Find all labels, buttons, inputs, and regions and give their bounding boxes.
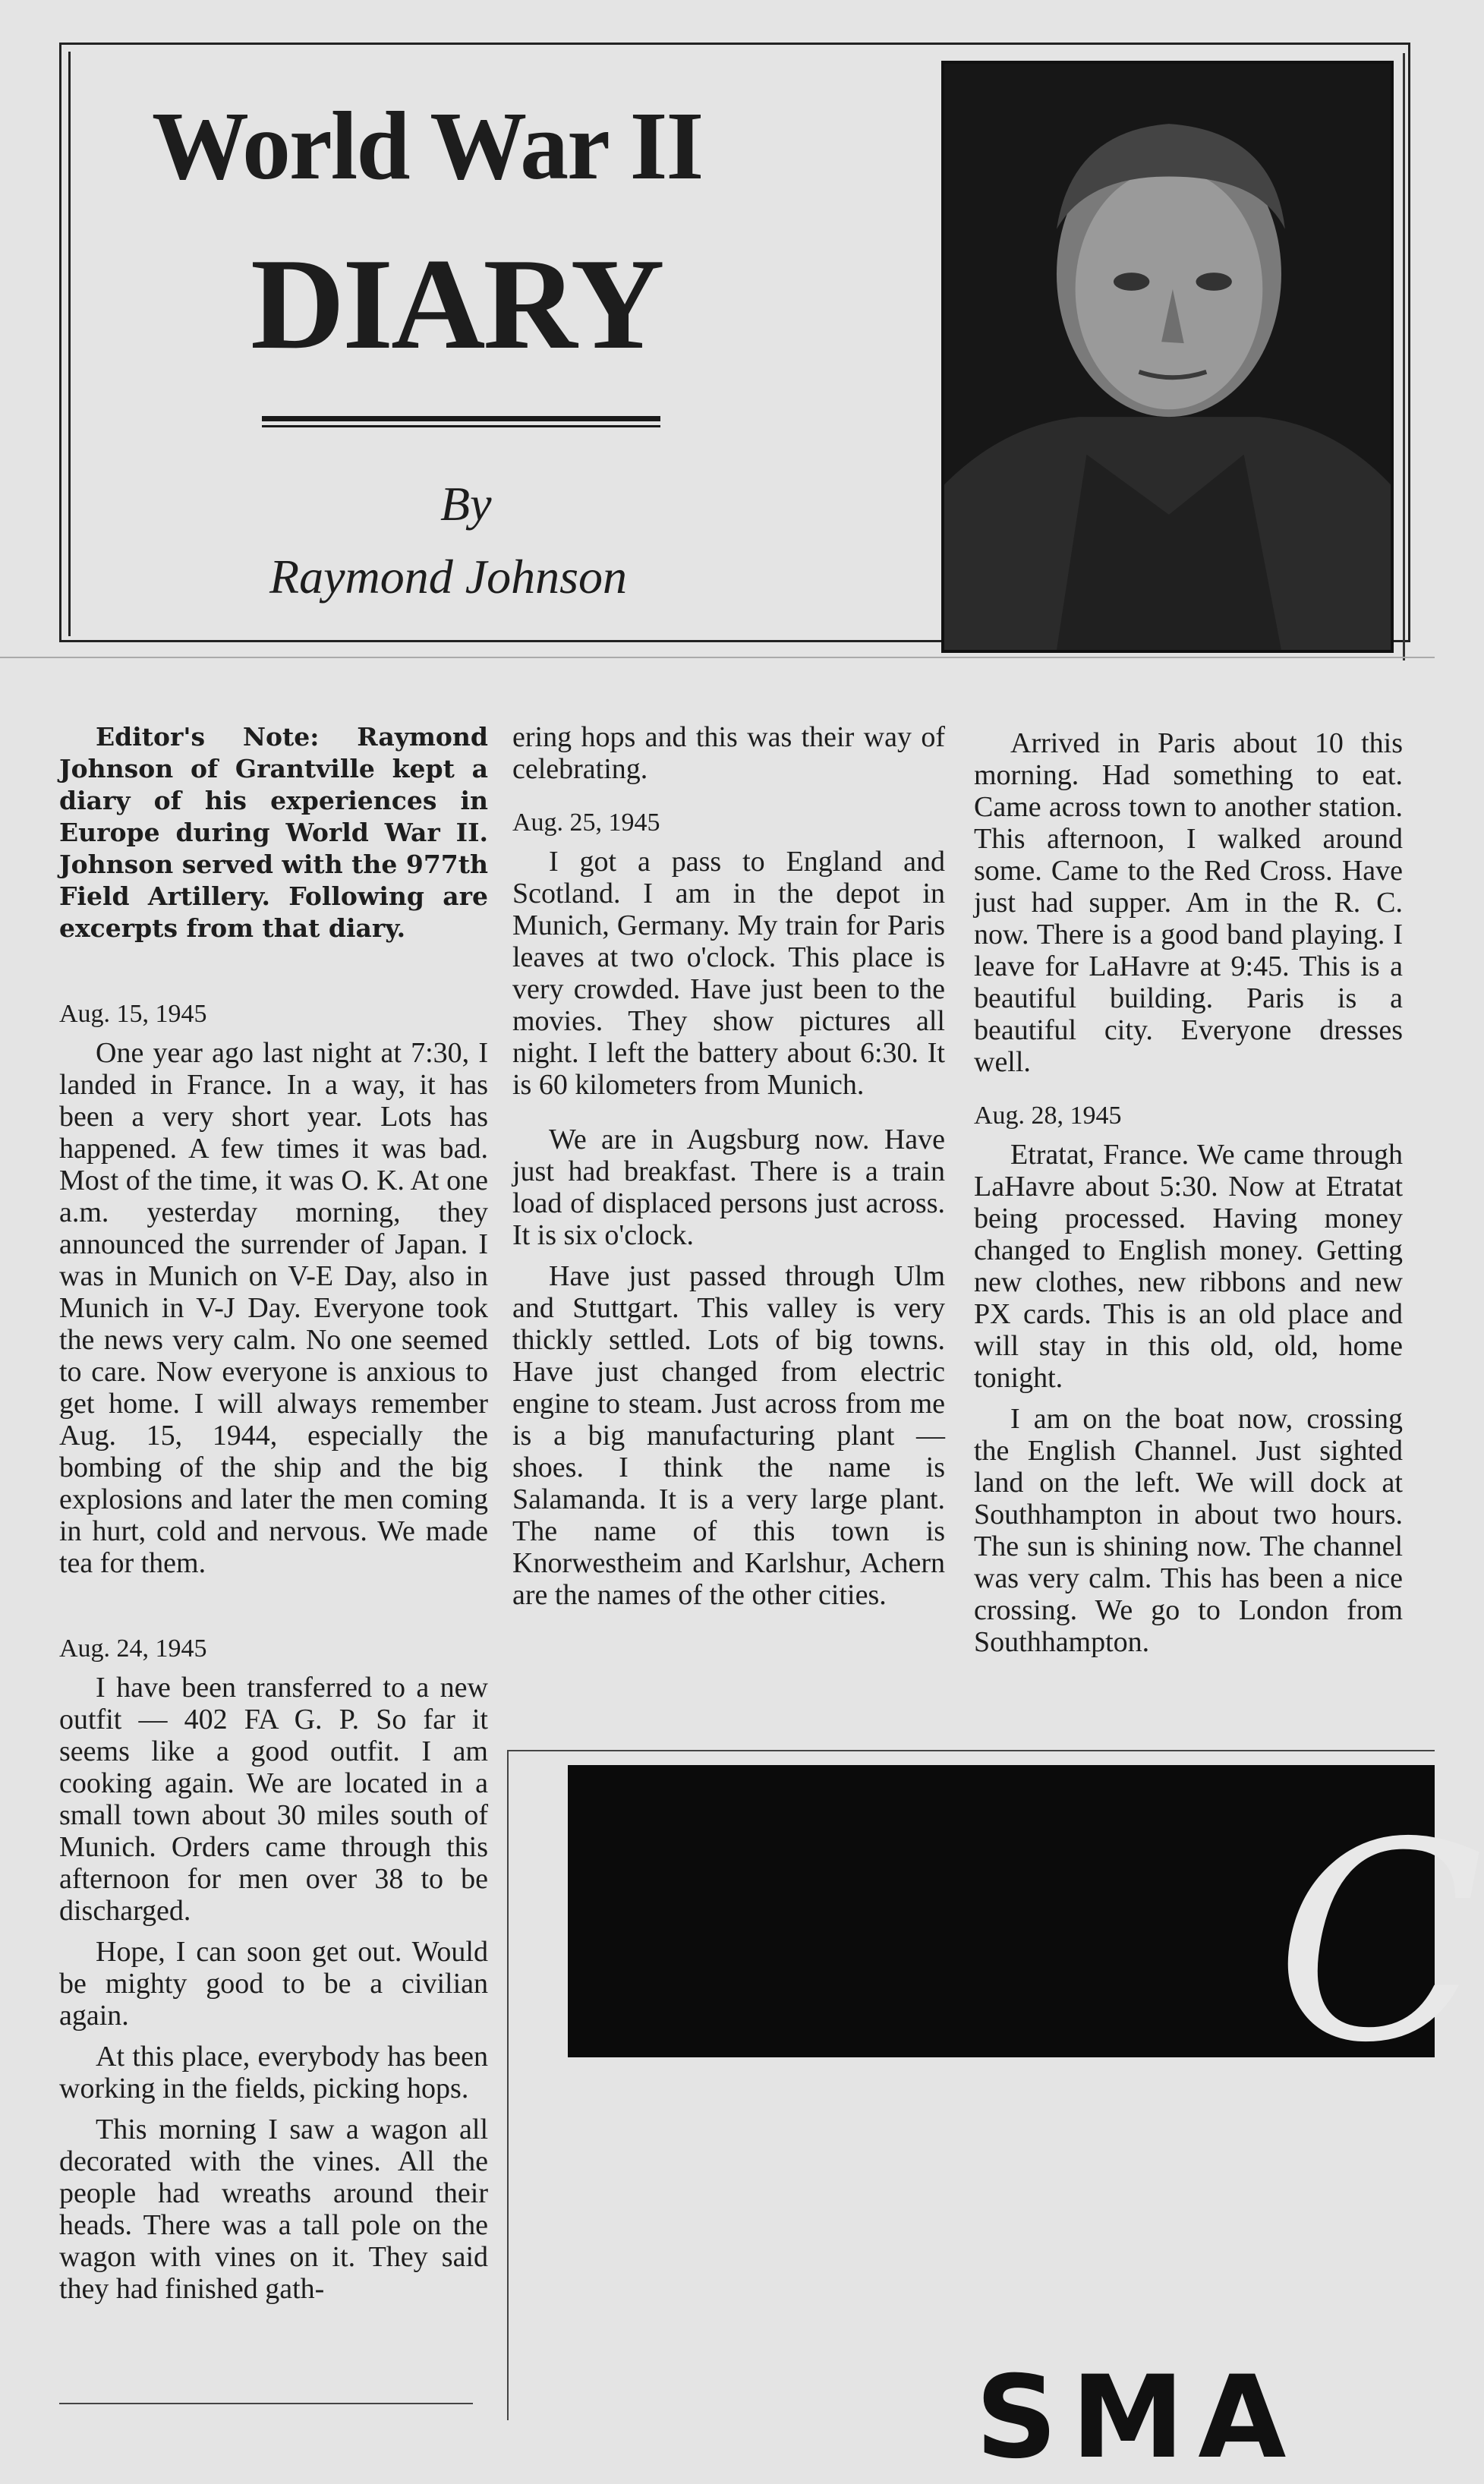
byline-by: By (440, 477, 492, 531)
headline-line-2: DIARY (250, 232, 663, 377)
byline-author: Raymond Johnson (269, 550, 628, 604)
article-column-1 (59, 721, 488, 2314)
diary-paragraph: I have been transferred to a new outfit — 402 FA G. P. So far it seems like a good outfit. I am cooking again. We are located in a small town about 30 miles south of Munich. Orders came through this afternoon for men over 38 to be discharged. (59, 1672, 488, 1927)
ad-border (507, 1750, 509, 2420)
ad-border (507, 1750, 1435, 1751)
entry-date: Aug. 24, 1945 (59, 1634, 207, 1663)
diary-paragraph: At this place, everybody has been working in the fields, picking hops. (59, 2041, 488, 2104)
ad-headline: SMA (975, 2352, 1300, 2484)
headline-rule (262, 416, 660, 421)
article-column-3 (974, 727, 1403, 1667)
diary-paragraph: Arrived in Paris about 10 this morning. Had something to eat. Came across town to another station. This afternoon, I walked around some. Came to the Red Cross. Have just had supper. Am in the R. C. now. There is a good band playing. I leave for LaHavre at 9:45. This is a beautiful building. Paris is a beautiful city. Everyone dresses well. (974, 727, 1403, 1078)
author-portrait-photo (941, 61, 1394, 653)
diary-paragraph: I got a pass to England and Scotland. I am in the depot in Munich, Germany. My train for Paris leaves at two o'clock. This place is very crowded. Have just been to the movies. They show pictures all night. I left the battery about 6:30. It is 60 kilometers from Munich. (512, 846, 945, 1101)
column-rule (59, 2403, 473, 2404)
entry-date: Aug. 25, 1945 (512, 809, 660, 837)
entry-date: Aug. 15, 1945 (59, 1000, 207, 1028)
ad-script-letter: C (1275, 1784, 1484, 2102)
header-inner-rule (68, 52, 71, 636)
article-column-2 (512, 721, 945, 1620)
headline-rule-thin (262, 425, 660, 427)
header-divider (0, 657, 1435, 658)
diary-paragraph: We are in Augsburg now. Have just had breakfast. There is a train load of displaced persons just across. It is six o'clock. (512, 1124, 945, 1251)
diary-paragraph: I am on the boat now, crossing the English Channel. Just sighted land on the left. We will dock at Southhampton in about two hours. The sun is shining now. The channel was very calm. This has been a nice crossing. We go to London from Southhampton. (974, 1403, 1403, 1658)
diary-paragraph: Hope, I can soon get out. Would be mighty good to be a civilian again. (59, 1936, 488, 2032)
entry-date: Aug. 28, 1945 (974, 1102, 1122, 1130)
diary-paragraph: ering hops and this was their way of celebrating. (512, 721, 945, 785)
diary-paragraph: This morning I saw a wagon all decorated with the vines. All the people had wreaths around their heads. There was a tall pole on the wagon with vines on it. They said they had finished gath- (59, 2114, 488, 2305)
diary-paragraph: Etratat, France. We came through LaHavre about 5:30. Now at Etratat being processed. Having money changed to English money. Getting new clothes, new ribbons and new PX cards. This is an old place and will stay in this old, old, home tonight. (974, 1139, 1403, 1394)
headline-line-1: World War II (152, 92, 703, 200)
editors-note: Editor's Note: Raymond Johnson of Grantville kept a diary of his experiences in Europe during World War II. Johnson served with the 977th Field Artillery. Following are excerpts from that diary. (59, 722, 488, 943)
diary-paragraph: One year ago last night at 7:30, I landed in France. In a way, it has been a very short year. Lots has happened. A few times it was bad. Most of the time, it was O. K. At one a.m. yesterday morning, they announced the surrender of Japan. I was in Munich on V-E Day, also in Munich in V-J Day. Everyone took the news very calm. No one seemed to care. Now everyone is anxious to get home. I will always remember Aug. 15, 1944, especially the bombing of the ship and the big explosions and later the men coming in hurt, cold and nervous. We made tea for them. (59, 1037, 488, 1579)
photo-frame-rule (1403, 53, 1405, 660)
portrait-photo-icon (944, 64, 1391, 650)
diary-paragraph: Have just passed through Ulm and Stuttgart. This valley is very thickly settled. Lots of big towns. Have just changed from electric engine to steam. Just across from me is a big manufacturing plant — shoes. I think the name is Salamanda. It is a very large plant. The name of this town is Knorwestheim and Karlshur, Achern are the names of the other cities. (512, 1260, 945, 1611)
